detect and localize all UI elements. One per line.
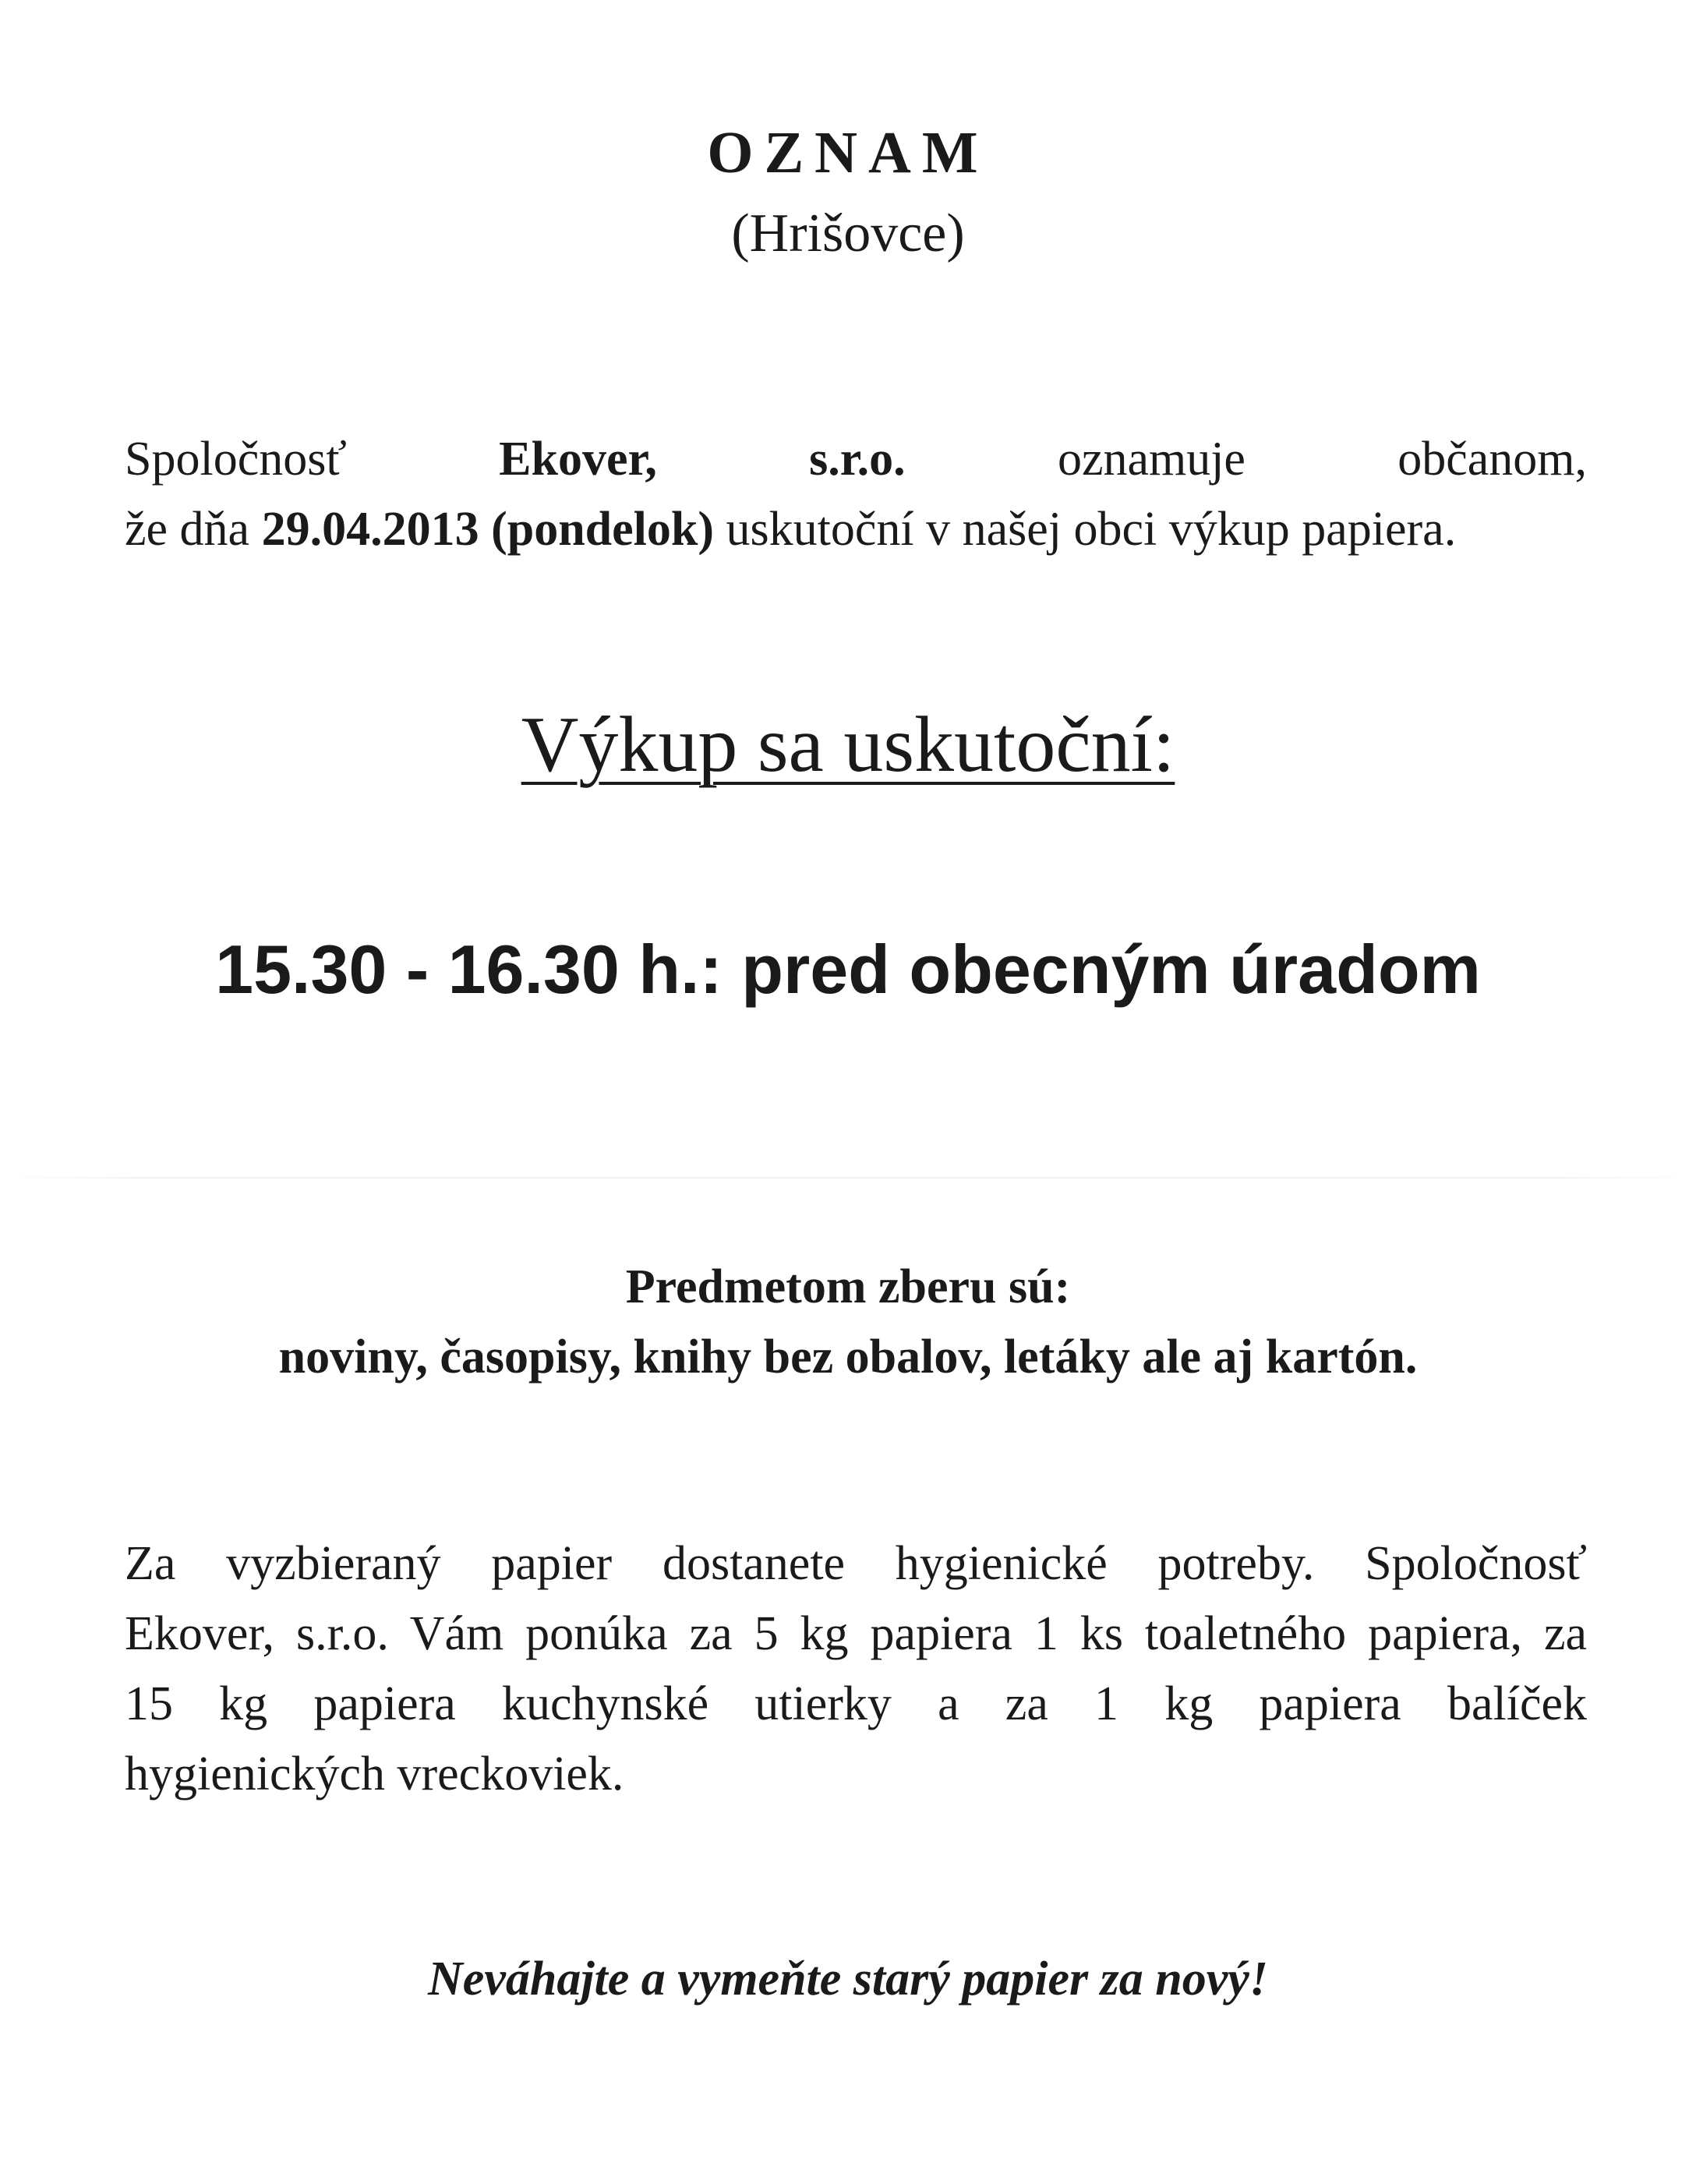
company-form: s.r.o. (809, 433, 906, 486)
reward-line-4: hygienických vreckoviek. (125, 1748, 624, 1801)
paper-fold-line (0, 1177, 1696, 1179)
schedule-heading (0, 701, 1696, 789)
reward-line-3: 15 kg papiera kuchynské utierky a za 1 kg papiera balíček (125, 1677, 1587, 1730)
schedule-heading-text: Výkup sa uskutoční: (521, 701, 1175, 789)
company-name: Ekover, (499, 433, 657, 486)
closing-slogan: Neváhajte a vymeňte starý papier za nový! (428, 1953, 1268, 2006)
items-list: noviny, časopisy, knihy bez obalov, letáky ale aj kartón. (278, 1331, 1418, 1384)
reward-line-1: Za vyzbieraný papier dostanete hygienické potreby. Spoločnosť (125, 1537, 1587, 1590)
items-heading: Predmetom zberu sú: (625, 1260, 1071, 1313)
reward-line-2: Ekover, s.r.o. Vám ponúka za 5 kg papiera 1 ks toaletného papiera, za (125, 1607, 1587, 1660)
intro-line-2 (125, 503, 1457, 556)
notice-title: OZNAM (707, 120, 989, 186)
collection-date: 29.04.2013 (261, 503, 479, 556)
schedule-time-place: 15.30 - 16.30 h.: pred obecným úradom (215, 931, 1481, 1008)
collection-day: (pondelok) (491, 503, 715, 556)
intro-line-1 (125, 433, 1588, 486)
intro-word: občanom, (1397, 433, 1588, 486)
intro-suffix: uskutoční v našej obci výkup papiera. (726, 503, 1457, 556)
intro-prefix: že dňa (125, 503, 250, 556)
notice-location: (Hrišovce) (731, 203, 965, 263)
intro-word: oznamuje (1057, 433, 1246, 486)
intro-word: Spoločnosť (125, 433, 347, 486)
